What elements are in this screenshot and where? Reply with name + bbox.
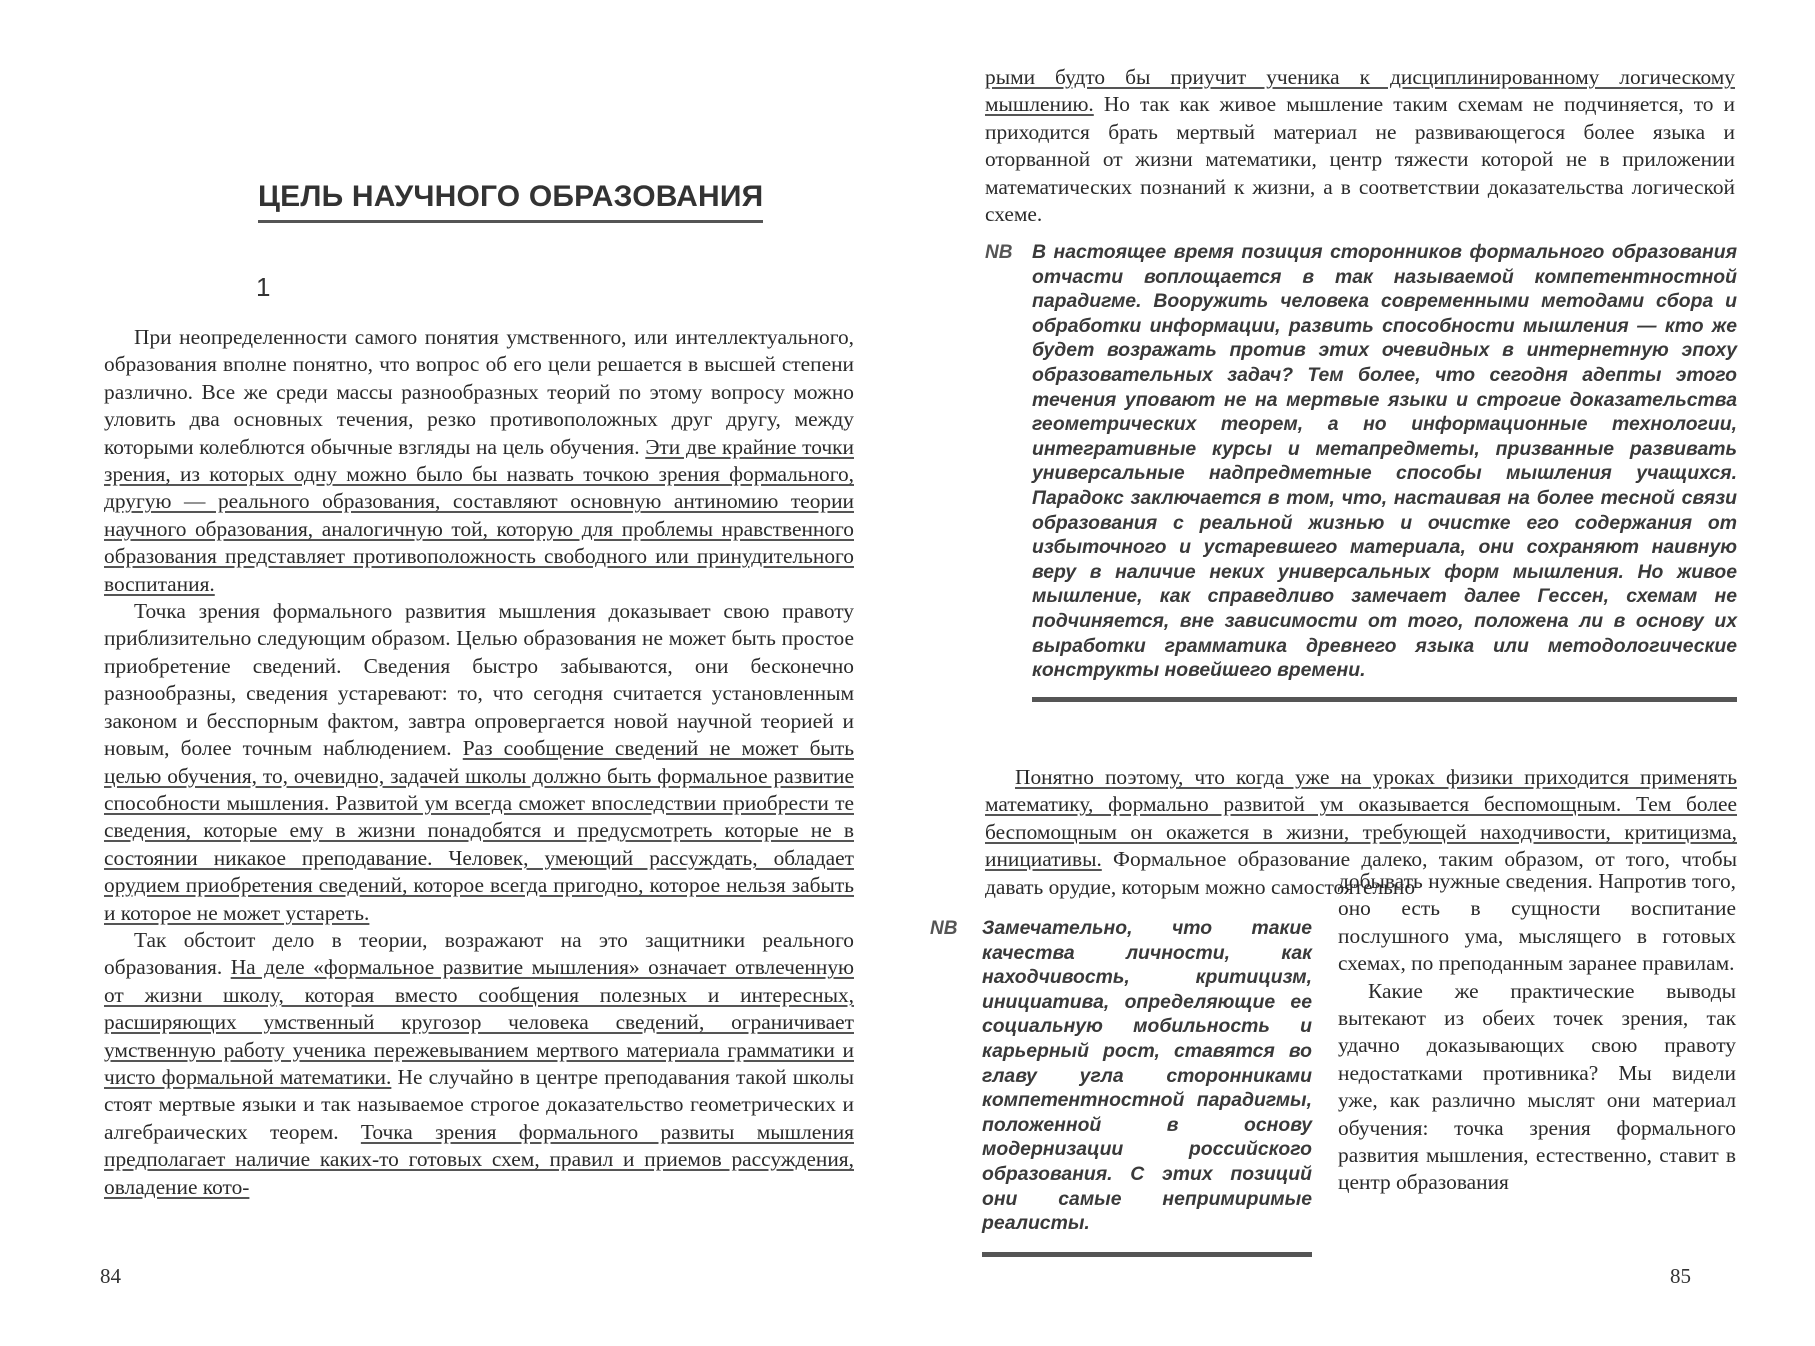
chapter-title: ЦЕЛЬ НАУЧНОГО ОБРАЗОВАНИЯ [258, 180, 763, 223]
page-number-left: 84 [100, 1264, 121, 1288]
section-number: 1 [256, 272, 271, 302]
nb-note-2: Замечательно, что такие качества личности, как находчивость, критицизм, инициатива, определяющие ее социальную мобильность и карьерный рост, ставятся во главу угла сторонниками компетентностной парадигмы, положенной в основу модернизации российского образования. С этих позиций они самые непримиримые реалисты. [982, 916, 1312, 1257]
nb-note-1: В настоящее время позиция сторонников формального образования отчасти воплощается в так называемой компетентностной парадигме. Вооружить человека современными методами сбора и обработки информации, развить способности мышления — кто же будет возражать против этих очевидных в интернетную эпоху образовательных задач? Тем более, что сегодня адепты этого течения уповают не на мертвые языки и строгие доказательства геометрических теорем, а но информационные технологии, интегративные курсы и метапредметы, призванные развивать универсальные надпредметные способы мышления учащихся. Парадокс заключается в том, что, настаивая на более тесной связи образования с реальной жизнью и очистке его содержания от избыточного и устаревшего материала, они сохраняют наивную веру в наличие неких универсальных форм мышления. Но живое мышление, как справедливо замечает далее Гессен, схемам не подчиняется, вне зависимости от того, положена ли в основу их выработки грамматика древнего языка или методологические конструкты новейшего времени. [1032, 240, 1737, 702]
narrow-next-paragraph: Какие же практические выводы вытекают из обеих точек зрения, так удачно доказывающих свою правоту недостатками противника? Мы видели уже, как различно мыслят они материал обучения: точка зрения формального развития мышления, естественно, ставит в центр образования [1338, 978, 1736, 1195]
right-top-underlined: рыми будто бы приучит ученика к дисциплинированному логическому мышлению. [985, 65, 1735, 117]
right-middle-underlined: Понятно поэтому, что когда уже на уроках физики приходится применять математику, формально развитой ум оказывается беспомощным. Тем более беспомощным он окажется в жизни, требующей находчивости, критицизма, инициативы. [985, 765, 1737, 872]
paragraph-1-underlined: Эти две крайние точки зрения, из которых одну можно было бы назвать точкою зрения формального, другую — реального образования, составляют основную антиномию теории научного образования, аналогичную той, которую для проблемы нравственного образования представляет противоположность свободного или принудительного воспитания. [104, 434, 854, 596]
right-top-text [985, 64, 1735, 228]
paragraph-3 [104, 927, 854, 1201]
paragraph-1-plain: При неопределенности самого понятия умственного, или интеллектуального, образования вполне понятно, что вопрос об его цели решается в высшей степени различно. Все же среди массы разнообразных теорий по этому вопросу можно уловить два основных течения, резко противоположных друг другу, между которыми колеблются обычные взгляды на цель обучения. [104, 325, 854, 459]
paragraph-3-underlined: На деле «формальное развитие мышления» означает отвлеченную от жизни школу, которая вместо сообщения полезных и интересных, расширяющих умственный кругозор человека сведений, ограничивает умственную работу ученика пережевыванием мертвого материала грамматики и чисто формальной математики. [104, 955, 854, 1089]
narrow-continuation: добывать нужные сведения. Напротив того, оно есть в сущности воспитание послушного ума, мыслящего в готовых схемах, по преподанным заранее правилам. [1338, 869, 1736, 976]
paragraph-2-underlined: Раз сообщение сведений не может быть целью обучения, то, очевидно, задачей школы должно быть формальное развитие способности мышления. Развитой ум всегда сможет впоследствии приобрести те сведения, которые ему в жизни понадобятся и предусмотреть которые не в состоянии никакое преподавание. Человек, умеющий рассуждать, обладает орудием приобретения сведений, которое всегда пригодно, которое нельзя забыть и которое не может устареть. [104, 736, 854, 925]
paragraph-3-plain-2: Не случайно в центре преподавания такой школы стоят мертвые языки и так называемое строгое доказательство геометрических и алгебраических теорем. [104, 1064, 854, 1144]
left-text-column [104, 324, 854, 1201]
nb-marker-2: NB [930, 918, 958, 939]
left-page [0, 0, 900, 1346]
right-narrow-column [1338, 868, 1736, 1197]
paragraph-1 [104, 324, 854, 598]
paragraph-3-plain: Так обстоит дело в теории, возражают на это защитники реального образования. [104, 927, 854, 980]
right-top-paragraph [985, 64, 1735, 228]
right-top-plain: Но так как живое мышление таким схемам не подчиняется, то и приходится брать мертвый материал не развивающегося более языка и оторванной от жизни математики, центр тяжести которой не в приложении математических познаний к жизни, а в соответствии доказательства логической схеме. [985, 92, 1735, 227]
paragraph-2-plain: Точка зрения формального развития мышления доказывает свою правоту приблизительно следующим образом. Целью образования не может быть простое приобретение сведений. Сведения быстро забываются, они бесконечно разнообразны, сведения устаревают: то, что сегодня считается установленным законом и бесспорным фактом, завтра опровергается новой научной теорией и новым, более точным наблюдением. [104, 599, 854, 761]
paragraph-2 [104, 598, 854, 927]
right-middle-plain: Формальное образование далеко, таким образом, от того, чтобы давать орудие, которым можно самостоятельно [985, 847, 1737, 899]
paragraph-3-underlined-2: Точка зрения формального развиты мышления предполагает наличие каких-то готовых схем, правил и приемов рассуждения, овладение кото- [104, 1119, 854, 1199]
page-number-right: 85 [1670, 1264, 1691, 1288]
nb-marker-1: NB [985, 242, 1013, 263]
